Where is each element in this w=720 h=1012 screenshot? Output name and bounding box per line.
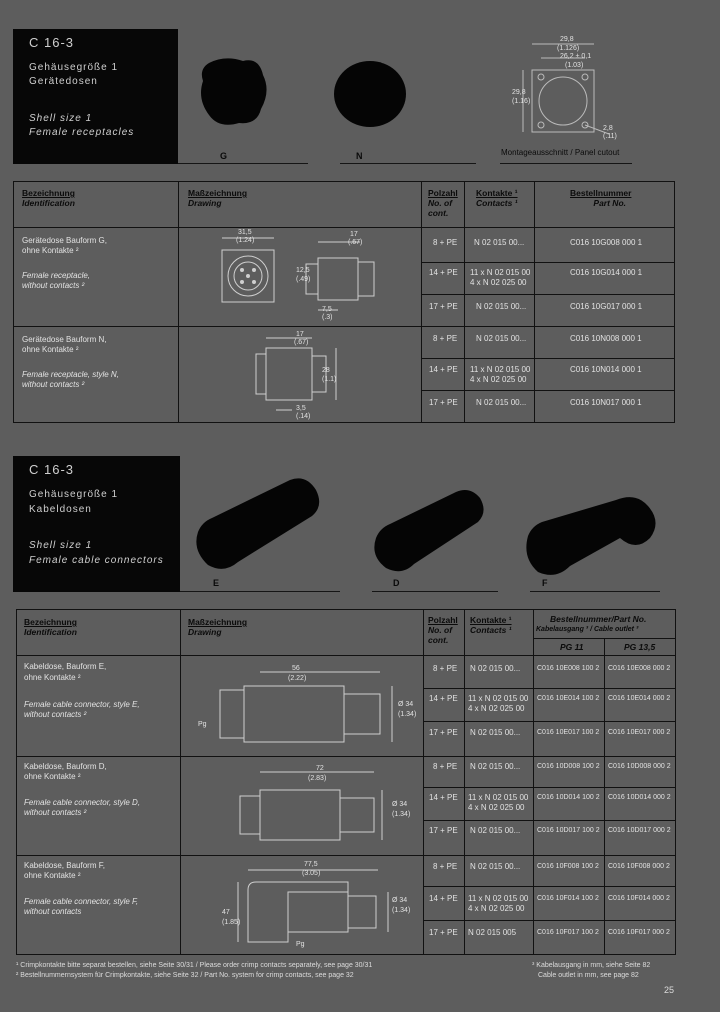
- t1-g-r2-contacts-2: 4 x N 02 025 00: [470, 278, 527, 287]
- t2-f-r2-contacts-1: 11 x N 02 015 00: [468, 894, 529, 903]
- t2-d-r2-contacts-1: 11 x N 02 015 00: [468, 793, 529, 802]
- t2-e-r1-pg11: C016 10E008 100 2: [537, 665, 600, 672]
- t1-hdr-col2-en: Drawing: [188, 198, 222, 208]
- t2-d-dim-3: Ø 34: [392, 801, 408, 808]
- t2-f-dim-6: (1.34): [392, 907, 411, 914]
- t1-hdr-col2-de: Maßzeichnung: [188, 188, 248, 198]
- t2-f-r1-contacts: N 02 015 00...: [470, 862, 521, 871]
- t1-g-r1-part: C016 10G008 000 1: [570, 238, 643, 247]
- t2-divider: [604, 638, 605, 955]
- footnote-3: ³ Kabelausgang in mm, siehe Seite 82: [532, 962, 651, 969]
- t2-divider: [423, 609, 424, 955]
- t2-f-dim-3: 47: [222, 909, 230, 916]
- t2-row-rule: [423, 787, 676, 788]
- t1-g-dim-1: 31,5: [238, 229, 252, 236]
- t2-hdr-pg11: PG 11: [560, 642, 584, 652]
- t1-hdr-col5-en: Part No.: [593, 198, 626, 208]
- t1-divider: [421, 181, 422, 423]
- t1-divider: [178, 181, 179, 423]
- t1-hdr-col4-en: Contacts ¹: [476, 198, 518, 208]
- cable-connector-d-image: [370, 478, 490, 578]
- cable-connector-f-image: [520, 482, 660, 582]
- cutout-dim-6: (1.16): [512, 98, 531, 105]
- t1-n-ident-en1: Female receptacle, style N,: [22, 370, 119, 379]
- t1-hdr-contacts: [476, 188, 518, 208]
- t2-header-rule: [16, 655, 676, 656]
- cable-connector-e-image: [190, 470, 325, 575]
- t1-n-r2-contacts-1: 11 x N 02 015 00: [470, 365, 531, 374]
- t1-g-dim-2: (1.24): [236, 237, 255, 244]
- t2-d-ident-en1: Female cable connector, style D,: [24, 798, 141, 807]
- t1-n-ident-de1: Gerätedose Bauform N,: [22, 335, 107, 344]
- cutout-dim-1: 29,8: [560, 36, 574, 43]
- t1-n-ident-de2: ohne Kontakte ²: [22, 345, 79, 354]
- t2-e-r2-poles: 14 + PE: [429, 694, 458, 703]
- t1-n-r1-poles: 8 + PE: [433, 334, 458, 343]
- t1-n-r1-part: C016 10N008 000 1: [570, 334, 642, 343]
- t2-f-r3-pg11: C016 10F017 100 2: [537, 929, 599, 936]
- rule-f: [530, 591, 660, 592]
- t2-e-dim-5: (1.34): [398, 711, 417, 718]
- t1-g-dim-6: (.49): [296, 276, 311, 283]
- series-code: C 16-3: [29, 35, 75, 50]
- t1-n-r2-contacts-2: 4 x N 02 025 00: [470, 375, 527, 384]
- t1-n-dim-5: 3,5: [296, 405, 306, 412]
- label-f: F: [542, 578, 548, 588]
- t2-e-dim-3: Pg: [198, 721, 207, 728]
- t2-hdr-poles: [428, 615, 458, 645]
- t2-f-ident-de2: ohne Kontakte ²: [24, 871, 81, 880]
- rule-cutout: [500, 163, 632, 164]
- product-type-en-2: Female cable connectors: [29, 555, 164, 566]
- section2-title-box: [13, 456, 180, 592]
- t1-hdr-col4-de: Kontakte ¹: [476, 188, 518, 198]
- t1-n-ident-en2: without contacts ²: [22, 380, 85, 389]
- t1-hdr-col1-de: Bezeichnung: [22, 188, 75, 198]
- t2-hdr-col4-en: Contacts ¹: [470, 625, 512, 635]
- footnote-4: Cable outlet in mm, see page 82: [538, 972, 639, 979]
- t1-n-dim-3: 28: [322, 367, 330, 374]
- shell-size-en-2: Shell size 1: [29, 540, 93, 551]
- t2-row-rule: [423, 886, 676, 887]
- t2-hdr-col3-en2: cont.: [428, 635, 449, 645]
- t2-f-r1-pg11: C016 10F008 100 2: [537, 863, 599, 870]
- t2-f-dim-2: (3.05): [302, 870, 321, 877]
- t2-e-r1-poles: 8 + PE: [433, 664, 458, 673]
- t1-g-dim-8: (.3): [322, 314, 333, 321]
- t2-hdr-pg135: PG 13,5: [624, 642, 656, 652]
- t2-d-r2-contacts-2: 4 x N 02 025 00: [468, 803, 525, 812]
- page-number: 25: [664, 985, 675, 995]
- cutout-dim-2: (1.126): [557, 45, 580, 52]
- t2-d-dim-4: (1.34): [392, 811, 411, 818]
- t2-hdr-identification: [24, 617, 77, 637]
- t2-e-dim-2: (2.22): [288, 675, 307, 682]
- t2-f-r3-contacts: N 02 015 005: [468, 928, 517, 937]
- t2-e-r3-pg11: C016 10E017 100 2: [537, 729, 600, 736]
- t2-divider: [180, 609, 181, 955]
- cutout-dim-4: (1.03): [565, 62, 584, 69]
- t1-n-r3-poles: 17 + PE: [429, 398, 458, 407]
- t2-d-r1-contacts: N 02 015 00...: [470, 762, 521, 771]
- t2-d-r2-pg11: C016 10D014 100 2: [537, 794, 600, 801]
- footnote-2: ² Bestellnummernsystem für Crimpkontakte, siehe Seite 32 / Part No. system for crimp contacts, see page 32: [16, 972, 354, 979]
- t1-n-dim-6: (.14): [296, 413, 311, 420]
- t2-f-r2-contacts-2: 4 x N 02 025 00: [468, 904, 525, 913]
- product-type-en: Female receptacles: [29, 127, 135, 138]
- t1-g-ident-en2: without contacts ²: [22, 281, 85, 290]
- t2-hdr-col4-de: Kontakte ¹: [470, 615, 512, 625]
- receptacle-g-image: [195, 55, 275, 130]
- t2-hdr-partno: Bestellnummer/Part No.: [550, 614, 647, 624]
- receptacle-n-image: [330, 58, 410, 130]
- t2-divider: [464, 609, 465, 955]
- t1-n-r3-contacts: N 02 015 00...: [476, 398, 527, 407]
- t2-d-dim-2: (2.83): [308, 775, 327, 782]
- t2-e-r2-pg11: C016 10E014 100 2: [537, 695, 600, 702]
- t1-row-rule: [421, 294, 675, 295]
- t1-n-r1-contacts: N 02 015 00...: [476, 334, 527, 343]
- t2-d-r2-poles: 14 + PE: [429, 793, 458, 802]
- t2-d-r2-pg135: C016 10D014 000 2: [608, 794, 671, 801]
- t1-g-r3-part: C016 10G017 000 1: [570, 302, 643, 311]
- cutout-dim-5: 29,8: [512, 89, 526, 96]
- t1-row-rule: [421, 262, 675, 263]
- t2-d-r3-pg135: C016 10D017 000 2: [608, 827, 671, 834]
- t1-g-ident-en1: Female receptacle,: [22, 271, 91, 280]
- t1-hdr-col3-de: Polzahl: [428, 188, 458, 198]
- shell-size-de: Gehäusegröße 1: [29, 62, 119, 73]
- label-g: G: [220, 151, 228, 161]
- t1-g-dim-7: 7,5: [322, 306, 332, 313]
- t2-f-r2-pg135: C016 10F014 000 2: [608, 895, 670, 902]
- t2-f-r2-pg11: C016 10F014 100 2: [537, 895, 599, 902]
- t1-divider: [534, 181, 535, 423]
- t2-d-r3-pg11: C016 10D017 100 2: [537, 827, 600, 834]
- t2-d-r1-poles: 8 + PE: [433, 762, 458, 771]
- t2-d-dim-1: 72: [316, 765, 324, 772]
- t1-row-rule: [421, 390, 675, 391]
- t2-f-dim-4: (1.85): [222, 919, 241, 926]
- cutout-dim-7: 2,8: [603, 125, 613, 132]
- t2-d-r1-pg11: C016 10D008 100 2: [537, 763, 600, 770]
- t2-hdr-drawing: [188, 617, 247, 637]
- t2-e-dim-1: 56: [292, 665, 300, 672]
- t1-n-dim-1: 17: [296, 331, 304, 338]
- t1-group-rule: [13, 326, 675, 327]
- t2-f-r1-pg135: C016 10F008 000 2: [608, 863, 670, 870]
- t2-row-rule: [423, 820, 676, 821]
- cutout-dim-3: 26,2 ± 0,1: [560, 53, 592, 60]
- t2-d-ident-de1: Kabeldose, Bauform D,: [24, 762, 107, 771]
- t1-g-dim-5: 12,5: [296, 267, 310, 274]
- t2-row-rule: [423, 920, 676, 921]
- t2-e-ident-de1: Kabeldose, Bauform E,: [24, 662, 107, 671]
- t2-e-r1-contacts: N 02 015 00...: [470, 664, 521, 673]
- t2-hdr-col3-de: Polzahl: [428, 615, 458, 625]
- t2-group-rule: [16, 756, 676, 757]
- t1-n-dim-4: (1.1): [322, 376, 337, 383]
- t2-f-dim-5: Ø 34: [392, 897, 408, 904]
- t1-g-dim-3: 17: [350, 231, 358, 238]
- t2-hdr-contacts: [470, 615, 512, 635]
- t1-hdr-col1-en: Identification: [22, 198, 75, 208]
- t2-group-rule: [16, 855, 676, 856]
- t2-f-dim-1: 77,5: [304, 861, 318, 868]
- t2-f-dim-7: Pg: [296, 941, 305, 948]
- t2-e-r3-pg135: C016 10E017 000 2: [608, 729, 671, 736]
- t2-e-r3-contacts: N 02 015 00...: [470, 728, 521, 737]
- t2-d-r3-poles: 17 + PE: [429, 826, 458, 835]
- t2-hdr-col1-de: Bezeichnung: [24, 617, 77, 627]
- t2-e-r2-contacts-1: 11 x N 02 015 00: [468, 694, 529, 703]
- rule-n: [340, 163, 476, 164]
- panel-cutout-caption: Montageausschnitt / Panel cutout: [501, 148, 620, 157]
- t1-g-r3-poles: 17 + PE: [429, 302, 458, 311]
- rule-e: [180, 591, 340, 592]
- shell-size-en: Shell size 1: [29, 113, 93, 124]
- t2-e-ident-de2: ohne Kontakte ²: [24, 673, 81, 682]
- t2-divider: [533, 609, 534, 955]
- t2-e-r2-pg135: C016 10E014 000 2: [608, 695, 671, 702]
- t2-d-r3-contacts: N 02 015 00...: [470, 826, 521, 835]
- t2-f-ident-en1: Female cable connector, style F,: [24, 897, 139, 906]
- label-d: D: [393, 578, 400, 588]
- series-code-2: C 16-3: [29, 462, 75, 477]
- t2-f-ident-en2: without contacts: [24, 907, 82, 916]
- t2-e-r3-poles: 17 + PE: [429, 728, 458, 737]
- t2-e-dim-4: Ø 34: [398, 701, 414, 708]
- t2-e-ident-en1: Female cable connector, style E,: [24, 700, 140, 709]
- t2-d-ident-en2: without contacts ²: [24, 808, 87, 817]
- t1-g-r2-contacts-1: 11 x N 02 015 00: [470, 268, 531, 277]
- t1-hdr-identification: [22, 188, 75, 208]
- t1-g-r1-contacts: N 02 015 00...: [474, 238, 525, 247]
- cutout-dim-8: (.11): [603, 133, 617, 140]
- t2-e-r1-pg135: C016 10E008 000 2: [608, 665, 671, 672]
- t2-row-rule: [423, 721, 676, 722]
- product-type-de-2: Kabeldosen: [29, 504, 92, 515]
- t1-g-r2-part: C016 10G014 000 1: [570, 268, 643, 277]
- label-n: N: [356, 151, 363, 161]
- t2-hdr-col2-en: Drawing: [188, 627, 222, 637]
- t1-hdr-poles: [428, 188, 458, 218]
- t1-hdr-drawing: [188, 188, 247, 208]
- t2-d-ident-de2: ohne Kontakte ²: [24, 772, 81, 781]
- t2-f-r3-pg135: C016 10F017 000 2: [608, 929, 670, 936]
- t1-divider: [464, 181, 465, 423]
- t1-n-dim-2: (.67): [294, 339, 309, 346]
- product-type-de: Gerätedosen: [29, 76, 98, 87]
- t2-hdr-col2-de: Maßzeichnung: [188, 617, 248, 627]
- t1-hdr-col3-en1: No. of: [428, 198, 453, 208]
- t1-n-r3-part: C016 10N017 000 1: [570, 398, 642, 407]
- t2-e-r2-contacts-2: 4 x N 02 025 00: [468, 704, 525, 713]
- t2-f-r3-poles: 17 + PE: [429, 928, 458, 937]
- t2-subheader-rule: [533, 638, 676, 639]
- rule-d: [372, 591, 498, 592]
- rule-g: [178, 163, 308, 164]
- t1-n-r2-part: C016 10N014 000 1: [570, 365, 642, 374]
- t2-d-r1-pg135: C016 10D008 000 2: [608, 763, 671, 770]
- t2-row-rule: [423, 688, 676, 689]
- t1-g-ident-de2: ohne Kontakte ²: [22, 246, 79, 255]
- footnote-1: ¹ Crimpkontakte bitte separat bestellen, siehe Seite 30/31 / Please order crimp contacts separately, see page 30/31: [16, 962, 373, 969]
- t2-hdr-outlet: Kabelausgang ³ / Cable outlet ³: [536, 626, 639, 633]
- t2-f-r2-poles: 14 + PE: [429, 894, 458, 903]
- t1-row-rule: [421, 358, 675, 359]
- t1-g-ident-de1: Gerätedose Bauform G,: [22, 236, 107, 245]
- t1-hdr-col3-en2: cont.: [428, 208, 449, 218]
- t1-hdr-col5-de: Bestellnummer: [570, 188, 632, 198]
- shell-size-de-2: Gehäusegröße 1: [29, 489, 119, 500]
- t1-g-r1-poles: 8 + PE: [433, 238, 458, 247]
- t1-g-r3-contacts: N 02 015 00...: [476, 302, 527, 311]
- t1-g-r2-poles: 14 + PE: [429, 268, 458, 277]
- label-e: E: [213, 578, 220, 588]
- t2-e-ident-en2: without contacts ²: [24, 710, 87, 719]
- t1-g-dim-4: (.67): [348, 239, 363, 246]
- t1-n-r2-poles: 14 + PE: [429, 365, 458, 374]
- t1-hdr-partno: [570, 188, 631, 208]
- t2-hdr-col3-en1: No. of: [428, 625, 453, 635]
- section1-title-box: [13, 29, 178, 164]
- t2-f-ident-de1: Kabeldose, Bauform F,: [24, 861, 105, 870]
- t2-f-r1-poles: 8 + PE: [433, 862, 458, 871]
- t2-hdr-col1-en: Identification: [24, 627, 77, 637]
